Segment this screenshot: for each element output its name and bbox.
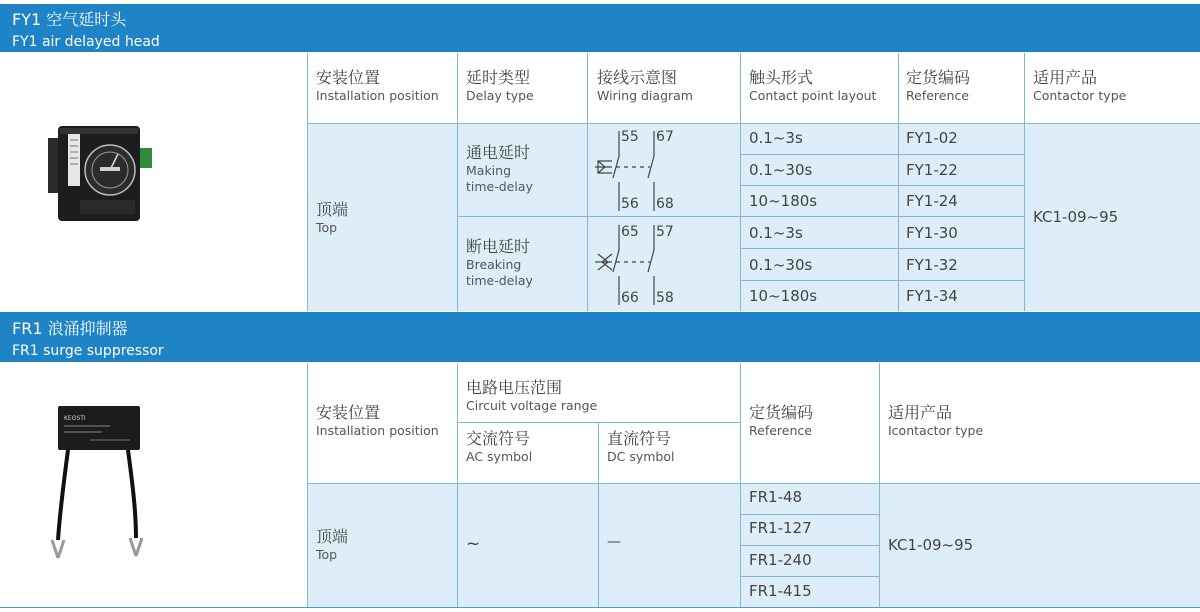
header-en: Delay type (466, 88, 534, 103)
fr1-rule (740, 545, 879, 546)
header-en: Wiring diagram (597, 88, 693, 103)
fy1-rule (740, 248, 1024, 249)
header-en: Installation position (316, 88, 439, 103)
position-zh: 顶端 (316, 200, 349, 219)
fy1-rule (898, 53, 899, 311)
fr1-rule (457, 422, 740, 423)
fr1-bottom-rule (0, 607, 1200, 608)
fr1-rule (307, 483, 1200, 484)
header-zh: 延时类型 (466, 68, 531, 87)
terminal-label: 66 (621, 290, 639, 306)
fr1-rule (740, 514, 879, 515)
fy1-contactor-type: KC1-09~95 (1033, 208, 1119, 226)
position-zh: 顶端 (316, 527, 349, 546)
fy1-delay-type-making (466, 143, 533, 195)
delay-type-en: Breaking (466, 257, 522, 272)
fr1-reference: FR1-127 (749, 519, 812, 537)
fr1-section-banner (0, 312, 1200, 362)
terminal-label: 65 (621, 224, 639, 240)
fy1-header-reference (906, 68, 970, 104)
fr1-rule (740, 363, 741, 607)
fy1-header-contactor (1033, 68, 1126, 104)
terminal-label: 55 (621, 129, 639, 145)
position-en: Top (316, 547, 338, 562)
position-en: Top (316, 220, 338, 235)
fy1-title-zh: FY1 空气延时头 (12, 10, 127, 29)
fr1-header-voltage (466, 378, 597, 414)
fy1-range: 10~180s (749, 287, 818, 305)
fy1-product-image (40, 120, 160, 225)
fr1-ac-symbol: ~ (466, 534, 481, 554)
fr1-reference: FR1-240 (749, 551, 812, 569)
header-en: Reference (749, 423, 812, 438)
terminal-label: 67 (656, 129, 674, 145)
header-zh: 电路电压范围 (466, 378, 563, 397)
wiring-diagram-breaking (592, 220, 692, 308)
header-en: Reference (906, 88, 969, 103)
fr1-header-position (316, 403, 439, 439)
fy1-header-delay-type (466, 68, 534, 104)
fr1-header-ac (466, 429, 532, 465)
header-en: Icontactor type (888, 423, 984, 438)
fy1-section-banner (0, 4, 1200, 52)
terminal-label: 56 (621, 196, 639, 212)
fr1-header-reference (749, 403, 813, 439)
fy1-range: 0.1~3s (749, 129, 803, 147)
fy1-rule (740, 185, 1024, 186)
fy1-title-en: FY1 air delayed head (12, 34, 160, 50)
fr1-rule (457, 363, 458, 607)
fr1-rule (307, 363, 308, 607)
fy1-range: 0.1~30s (749, 256, 813, 274)
fr1-rule (598, 423, 599, 607)
delay-type-en: Making (466, 163, 512, 178)
fr1-reference: FR1-415 (749, 582, 812, 600)
fr1-title-en: FR1 surge suppressor (12, 343, 164, 359)
fy1-header-contact (749, 68, 876, 104)
delay-type-zh: 断电延时 (466, 237, 531, 256)
header-zh: 触头形式 (749, 68, 814, 87)
fy1-reference: FY1-22 (906, 161, 958, 179)
fy1-reference: FY1-34 (906, 287, 958, 305)
fy1-position (316, 200, 348, 236)
fy1-range: 0.1~3s (749, 224, 803, 242)
fy1-rule (307, 53, 308, 311)
header-en: DC symbol (607, 449, 675, 464)
fr1-product-image (50, 400, 150, 560)
delay-type-en: time-delay (466, 179, 533, 194)
header-en: Circuit voltage range (466, 398, 598, 413)
header-en: Contactor type (1033, 88, 1127, 103)
fy1-rule (587, 53, 588, 311)
fy1-rule (457, 216, 1024, 217)
delay-type-zh: 通电延时 (466, 143, 531, 162)
wiring-diagram-making (592, 126, 692, 214)
terminal-label: 57 (656, 224, 674, 240)
fy1-rule (740, 280, 1024, 281)
header-zh: 安装位置 (316, 68, 381, 87)
fy1-reference: FY1-24 (906, 192, 958, 210)
fr1-title-zh: FR1 浪涌抑制器 (12, 319, 128, 338)
fy1-rule (740, 53, 741, 311)
fr1-contactor-type: KC1-09~95 (888, 536, 974, 554)
fy1-delay-type-breaking (466, 237, 533, 289)
terminal-label: 68 (656, 196, 674, 212)
header-zh: 定货编码 (749, 403, 814, 422)
fy1-header-position (316, 68, 439, 104)
fr1-header-contactor (888, 403, 983, 439)
fy1-rule (457, 53, 458, 311)
fr1-header-dc (607, 429, 674, 465)
header-zh: 安装位置 (316, 403, 381, 422)
fr1-dc-symbol: — (607, 534, 621, 550)
header-en: AC symbol (466, 449, 533, 464)
header-zh: 适用产品 (888, 403, 953, 422)
terminal-label: 58 (656, 290, 674, 306)
fr1-rule (879, 363, 880, 607)
svg-text:KEOSTI: KEOSTI (64, 415, 86, 422)
fy1-reference: FY1-32 (906, 256, 958, 274)
fr1-reference: FR1-48 (749, 488, 803, 506)
header-zh: 直流符号 (607, 429, 672, 448)
fy1-rule (307, 123, 1200, 124)
fy1-rule (740, 154, 1024, 155)
delay-type-en: time-delay (466, 273, 533, 288)
fy1-rule (1024, 53, 1025, 311)
fr1-position (316, 527, 348, 563)
header-zh: 定货编码 (906, 68, 971, 87)
header-zh: 交流符号 (466, 429, 531, 448)
fy1-header-wiring (597, 68, 693, 104)
fy1-reference: FY1-02 (906, 129, 958, 147)
header-zh: 适用产品 (1033, 68, 1098, 87)
fr1-rule (740, 576, 879, 577)
header-en: Installation position (316, 423, 439, 438)
fy1-range: 10~180s (749, 192, 818, 210)
fy1-range: 0.1~30s (749, 161, 813, 179)
header-en: Contact point layout (749, 88, 877, 103)
fy1-reference: FY1-30 (906, 224, 958, 242)
header-zh: 接线示意图 (597, 68, 678, 87)
